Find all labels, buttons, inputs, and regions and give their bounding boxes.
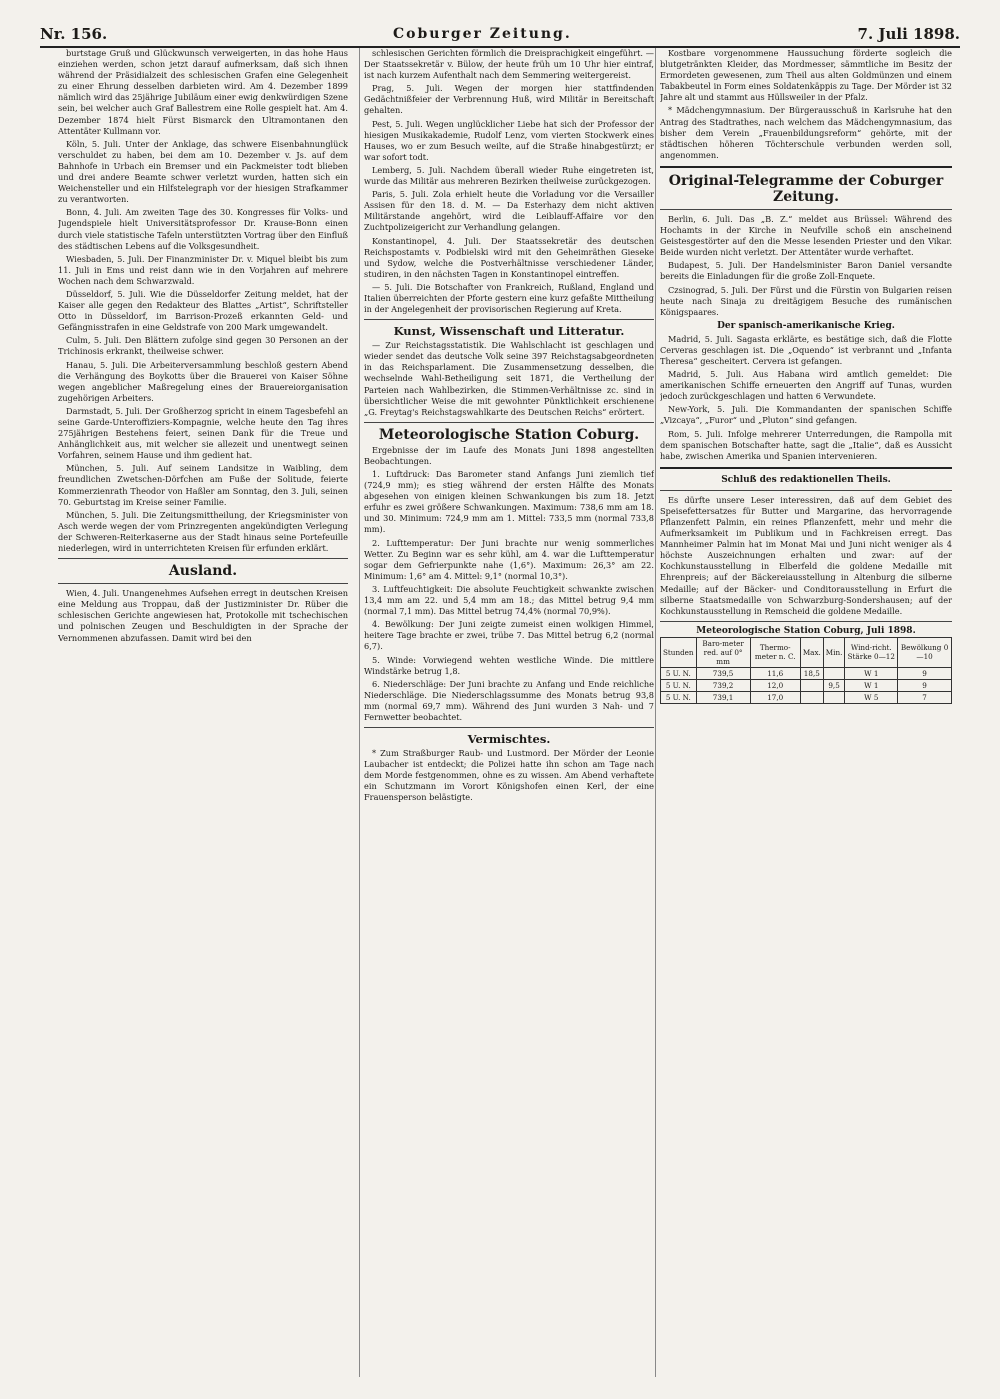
table-cell: W 1 xyxy=(845,667,898,679)
telegram-item: Madrid, 5. Juli. Aus Habana wird amtlich gemeldet: Die amerikanischen Schiffe erneuerten den Angriff auf Tunas, wurden jedoch zurückgeschlagen und hatten 6 Verwundete. xyxy=(660,369,952,402)
section-rule xyxy=(660,467,952,469)
table-cell: W 1 xyxy=(845,679,898,691)
section-rule xyxy=(660,166,952,168)
krieg-heading: Der spanisch-amerikanische Krieg. xyxy=(717,320,895,331)
schluss-note: Schluß des redaktionellen Theils. xyxy=(721,474,891,485)
table-row xyxy=(661,691,952,703)
section-rule xyxy=(660,621,952,622)
column-3 xyxy=(660,48,952,1381)
weather-table-title: Meteorologische Station Coburg, Juli 1898. xyxy=(696,625,916,636)
advert-paragraph: Es dürfte unsere Leser interessiren, daß auf dem Gebiet des Speisefettersatzes für Butter und Margarine, das hervorragende Pflanzenfett Palmin, ein reines Pflanzenfett, mehr und mehr die Aufmerksamkeit im Publikum und in Fachkreisen erregt. Das Mannheimer Palmin hat im Monat Mai und Juni nicht weniger als 4 höchste Auszeichnungen erhalten und zwar: auf der Kochkunstausstellung in Elberfeld die goldene Medaille mit Ehrenpreis; auf der Bäckereiausstellung in Altenburg die silberne Medaille; auf der Bäcker- und Conditorausstellung in Erfurt die silberne Staatsmedaille von Schwarzburg-Sondershausen; auf der Kochkunstausstellung in Remscheid die goldene Medaille. xyxy=(660,494,952,616)
telegramme-heading: Original-Telegramme der Coburger Zeitung. xyxy=(668,172,944,205)
article-paragraph: Kostbare vorgenommene Haussuchung förderte sogleich die blutgetränkten Kleider, das Mordmesser, sämmtliche im Besitz der Ermordeten gewesenen, zum Theil aus alten Goldmünzen und einem Tabakbeutel in Form eines Soldatenkäppis zu Tage. Der Mörder ist 32 Jahre alt und stammt aus Hüllsweiler in der Pfalz. xyxy=(660,48,952,103)
meteo-item: 3. Luftfeuchtigkeit: Die absolute Feuchtigkeit schwankte zwischen 13,4 mm am 22. und 5,4 mm am 18.; das Mittel betrug 9,4 mm (normal 7,1 mm). Das Mittel betrug 74,4% (normal 70,9%). xyxy=(364,583,654,617)
section-rule xyxy=(364,422,654,423)
table-header-cell: Min. xyxy=(823,637,845,667)
telegram-item: Madrid, 5. Juli. Sagasta erklärte, es bestätige sich, daß die Flotte Cerveras geschlagen ist. Die „Oquendo“ ist verbrannt und „Infanta Theresa“ gescheitert. Cervera ist gefangen. xyxy=(660,333,952,366)
article-paragraph: Prag, 5. Juli. Wegen der morgen hier stattfindenden Gedächtnißfeier der Verbrennung Huß, wird Militär in Bereitschaft gehalten. xyxy=(364,83,654,116)
vermischtes-heading: Vermischtes. xyxy=(467,732,551,747)
table-cell xyxy=(800,691,823,703)
section-rule xyxy=(660,490,952,491)
table-header-cell: Bewölkung 0—10 xyxy=(898,637,952,667)
ausland-heading: Ausland. xyxy=(168,563,238,580)
article-paragraph: — Zur Reichstagsstatistik. Die Wahlschlacht ist geschlagen und wieder sendet das deutsche Volk seine 397 Reichstagsabgeordneten in das Reichsparlament. Die Zusammensetzung desselben, die wechselnde Wahl-Betheiligung seit 1871, die Vertheilung der Parteien nach Wahlbezirken, die Stimmen-Verhältnisse zc. sind in übersichtlicher Weise die mit gewohnter Pünktlichkeit erschienene „G. Freytag's Reichstagswahlkarte des Deutschen Reichs“ erörtert. xyxy=(364,340,654,417)
table-cell: 739,2 xyxy=(696,679,750,691)
table-cell: 5 U. N. xyxy=(661,691,697,703)
table-header-cell: Thermo-meter n. C. xyxy=(750,637,800,667)
table-header-cell: Max. xyxy=(800,637,823,667)
article-paragraph: Ergebnisse der im Laufe des Monats Juni 1898 angestellten Beobachtungen. xyxy=(364,444,654,466)
article-paragraph: München, 5. Juli. Auf seinem Landsitze in Waibling, dem freundlichen Zwetschen-Dörfchen am Fuße der Solitude, feierte Kommerzienrath Theodor von Haßler am Sonntag, den 3. Juli, seinen 70. Geburtstag im Kreise seiner Familie. xyxy=(58,463,348,507)
article-paragraph: Wien, 4. Juli. Unangenehmes Aufsehen erregt in deutschen Kreisen eine Meldung aus Troppau, daß der Justizminister Dr. Rüber die schlesischen Gerichte angewiesen hat, Protokolle mit tschechischen und polnischen Zeugen und Beschuldigten in der Sprache der Vernommenen abzufassen. Damit wird bei den xyxy=(58,588,348,643)
section-rule xyxy=(660,209,952,210)
table-cell: 5 U. N. xyxy=(661,667,697,679)
masthead-title: Coburger Zeitung. xyxy=(393,26,572,42)
meteo-item: 4. Bewölkung: Der Juni zeigte zumeist einen wolkigen Himmel, heitere Tage brachte er zwei, trübe 7. Das Mittel betrug 6,2 (normal 6,7). xyxy=(364,619,654,652)
table-cell: 7 xyxy=(898,691,952,703)
section-rule xyxy=(58,583,348,584)
article-paragraph: Wiesbaden, 5. Juli. Der Finanzminister Dr. v. Miquel bleibt bis zum 11. Juli in Ems und reist dann wie in den Vorjahren auf mehrere Wochen nach dem Schwarzwald. xyxy=(58,253,348,286)
section-rule xyxy=(364,727,654,728)
article-paragraph: Bonn, 4. Juli. Am zweiten Tage des 30. Kongresses für Volks- und Jugendspiele hielt Universitätsprofessor Dr. Krause-Bonn einen durch viele statistische Tafeln unterstützten Vortrag über den Einfluß des städtischen Lebens auf die Volksgesundheit. xyxy=(58,207,348,251)
article-paragraph: Düsseldorf, 5. Juli. Wie die Düsseldorfer Zeitung meldet, hat der Kaiser alle gegen den Redakteur des Blattes „Artist“, Schriftsteller Otto in Düsseldorf, im Barrison-Prozeß erkannten Geld- und Gefängnisstrafen in eine Geldstrafe von 200 Mark umgewandelt. xyxy=(58,288,348,333)
article-paragraph: Culm, 5. Juli. Den Blättern zufolge sind gegen 30 Personen an der Trichinosis erkrankt, theilweise schwer. xyxy=(58,335,348,357)
table-cell xyxy=(800,679,823,691)
article-paragraph: * Zum Straßburger Raub- und Lustmord. Der Mörder der Leonie Laubacher ist entdeckt; die Polizei hatte ihn schon am Tage nach dem Morde festgenommen, ohne es zu wissen. Am Abend verhaftete ein Schutzmann im Vorort Königshofen einen Kerl, der eine Frauensperson belästigte. xyxy=(364,748,654,803)
page-header xyxy=(40,22,960,46)
telegram-item: Czsinograd, 5. Juli. Der Fürst und die Fürstin von Bulgarien reisen heute nach Sinaja zu dreitägigem Besuche des rumänischen Königspaares. xyxy=(660,284,952,317)
weather-table xyxy=(660,637,952,704)
article-paragraph: Pest, 5. Juli. Wegen unglücklicher Liebe hat sich der Professor der hiesigen Musikakademie, Rudolf Lenz, vom vierten Stockwerk eines Hauses, wo er zum Besuch weilte, auf die Straße hinabgestürzt; er war sofort todt. xyxy=(364,118,654,162)
table-row xyxy=(661,679,952,691)
telegram-item: Rom, 5. Juli. Infolge mehrerer Unterredungen, die Rampolla mit dem spanischen Botschafter hatte, sagt die „Italie“, daß es Aussicht habe, zwischen Amerika und Spanien intervenieren. xyxy=(660,428,952,461)
telegram-item: Berlin, 6. Juli. Das „B. Z.“ meldet aus Brüssel: Während des Hochamts in der Kirche in Neufville schoß ein anscheinend Geistesgestörter auf den die Messe lesenden Priester und den Vikar. Beide wurden nicht verletzt. Der Attentäter wurde verhaftet. xyxy=(660,213,952,258)
article-paragraph: schlesischen Gerichten förmlich die Dreisprachigkeit eingeführt. — Der Staatssekretär v. Bülow, der heute früh um 10 Uhr hier eintraf, ist nach kurzem Aufenthalt nach dem Semmering weitergereist. xyxy=(364,48,654,81)
issue-date: 7. Juli 1898. xyxy=(857,25,960,43)
table-header-cell: Baro-meter red. auf 0° mm xyxy=(696,637,750,667)
article-paragraph: Konstantinopel, 4. Juli. Der Staatssekretär des deutschen Reichspostamts v. Podbielski wird mit den Geheimräthen Gieseke und Sydow, welche die Postverhältnisse verschiedener Länder, studiren, in den nächsten Tagen in Konstantinopel eintreffen. xyxy=(364,235,654,279)
table-header-row xyxy=(661,637,952,667)
table-cell: 11,6 xyxy=(750,667,800,679)
article-paragraph: Paris, 5. Juli. Zola erhielt heute die Vorladung vor die Versailler Assisen für den 18. d. M. — Da Esterhazy dem nicht aktiven Militärstande angehört, wird die Leiblauff-Affaire vor den Zuchtpolizeigericht zur Verhandlung gelangen. xyxy=(364,189,654,233)
table-cell: 9 xyxy=(898,679,952,691)
table-cell xyxy=(823,667,845,679)
table-cell: 17,0 xyxy=(750,691,800,703)
column-divider xyxy=(359,48,360,1377)
table-cell: W 5 xyxy=(845,691,898,703)
telegram-item: Budapest, 5. Juli. Der Handelsminister Baron Daniel versandte bereits die Einladungen für die große Zoll-Enquete. xyxy=(660,260,952,282)
article-paragraph: Lemberg, 5. Juli. Nachdem überall wieder Ruhe eingetreten ist, wurde das Militär aus mehreren Bezirken theilweise zurückgezogen. xyxy=(364,164,654,187)
table-cell xyxy=(823,691,845,703)
table-cell: 12,0 xyxy=(750,679,800,691)
article-paragraph: Darmstadt, 5. Juli. Der Großherzog spricht in einem Tagesbefehl an seine Garde-Unteroffiziers-Kompagnie, welche heute den Tag ihres 275jährigen Bestehens feiert, seinen Dank für die Treue und Anhänglichkeit aus, mit welcher sie allezeit und unentwegt seinen Vorfahren, seinem Hause und ihm gedient hat. xyxy=(58,405,348,461)
column-1 xyxy=(58,48,348,1381)
article-paragraph: München, 5. Juli. Die Zeitungsmittheilung, der Kriegsminister von Asch werde wegen der vom Prinzregenten angekündigten Verlegung der Schweren-Reiterkaserne aus der Stadt hinaus seine Portefeuille niederlegen, wird in unterrichteten Kreisen für erfunden erklärt. xyxy=(58,509,348,554)
table-cell: 9 xyxy=(898,667,952,679)
kunst-heading: Kunst, Wissenschaft und Litteratur. xyxy=(393,324,625,339)
table-cell: 9,5 xyxy=(823,679,845,691)
table-cell: 5 U. N. xyxy=(661,679,697,691)
table-cell: 739,1 xyxy=(696,691,750,703)
telegram-item: New-York, 5. Juli. Die Kommandanten der spanischen Schiffe „Vizcaya“, „Furor“ und „Pluton“ sind gefangen. xyxy=(660,404,952,426)
article-paragraph: burtstage Gruß und Glückwunsch verweigerten, in das hohe Haus einziehen werden, schon jetzt darauf aufmerksam, daß sich ihnen während der Präsidialzeit des schlesischen Grafen eine Gelegenheit zu einer Ehrung desselben darbieten wird. Am 4. Dezember 1899 nämlich wird das 25jährige Jubiläum einer ewig denkwürdigen Szene sein, bei welcher auch Graf Ballestrem eine Rolle gespielt hat. Am 4. Dezember 1874 hielt Fürst Bismarck den Ultramontanen den Attentäter Kullmann vor. xyxy=(58,48,348,136)
section-rule xyxy=(58,558,348,559)
article-paragraph: Köln, 5. Juli. Unter der Anklage, das schwere Eisenbahnunglück verschuldet zu haben, bei dem am 10. Dezember v. Js. auf dem Bahnhofe in Urbach ein Bremser und ein Packmeister todt blieben und drei andere Beamte schwer verletzt wurden, hatten sich ein Weichensteller und ein Hilfstelegraph vor der hiesigen Strafkammer zu verantworten. xyxy=(58,138,348,205)
table-header-cell: Wind-richt. Stärke 0—12 xyxy=(845,637,898,667)
section-rule xyxy=(364,319,654,320)
meteo-item: 1. Luftdruck: Das Barometer stand Anfangs Juni ziemlich tief (724,9 mm); es stieg während der ersten Hälfte des Monats abgesehen von einigen kleinen Schwankungen bis zum 18. Jetzt erfuhr es zwei größere Schwankungen. Maximum: 738,6 mm am 18. und 30. Minimum: 724,9 mm am 1. Mittel: 733,5 mm (normal 733,8 mm). xyxy=(364,469,654,535)
table-header-cell: Stunden xyxy=(661,637,697,667)
table-row xyxy=(661,667,952,679)
meteo-heading: Meteorologische Station Coburg. xyxy=(378,426,640,443)
meteo-item: 6. Niederschläge: Der Juni brachte zu Anfang und Ende reichliche Niederschläge. Die Niederschlagssumme des Monats betrug 93,8 mm (normal 69,7 mm). Während des Juni wurden 3 Nah- und 7 Fernwetter beobachtet. xyxy=(364,678,654,722)
meteo-item: 2. Lufttemperatur: Der Juni brachte nur wenig sommerliches Wetter. Zu Beginn war es sehr kühl, am 4. war die Lufttemperatur sogar dem Gefrierpunkte nahe (1,6°). Maximum: 26,3° am 22. Minimum: 1,6° am 4. Mittel: 9,1° (normal 10,3°). xyxy=(364,537,654,581)
article-paragraph: * Mädchengymnasium. Der Bürgerausschuß in Karlsruhe hat den Antrag des Stadtrathes, nach welchem das Mädchengymnasium, das bisher dem Verein „Frauenbildungsreform“ gehörte, mit der städtischen höheren Töchterschule verbunden werden soll, angenommen. xyxy=(660,105,952,160)
table-cell: 18,5 xyxy=(800,667,823,679)
table-cell: 739,5 xyxy=(696,667,750,679)
column-divider xyxy=(655,48,656,1377)
article-paragraph: — 5. Juli. Die Botschafter von Frankreich, Rußland, England und Italien überreichten der Pforte gestern eine kurz gefaßte Mittheilung in der Angelegenheit der provisorischen Regierung auf Kreta. xyxy=(364,281,654,315)
column-2 xyxy=(364,48,654,1381)
issue-number: Nr. 156. xyxy=(40,25,108,43)
article-paragraph: Hanau, 5. Juli. Die Arbeiterversammlung beschloß gestern Abend die Verhängung des Boykotts über die Brauerei von Kaiser Söhne wegen angeblicher Maßregelung eines der Brauereiorganisation zugehörigen Arbeiters. xyxy=(58,359,348,403)
meteo-item: 5. Winde: Vorwiegend wehten westliche Winde. Die mittlere Windstärke betrug 1,8. xyxy=(364,654,654,676)
